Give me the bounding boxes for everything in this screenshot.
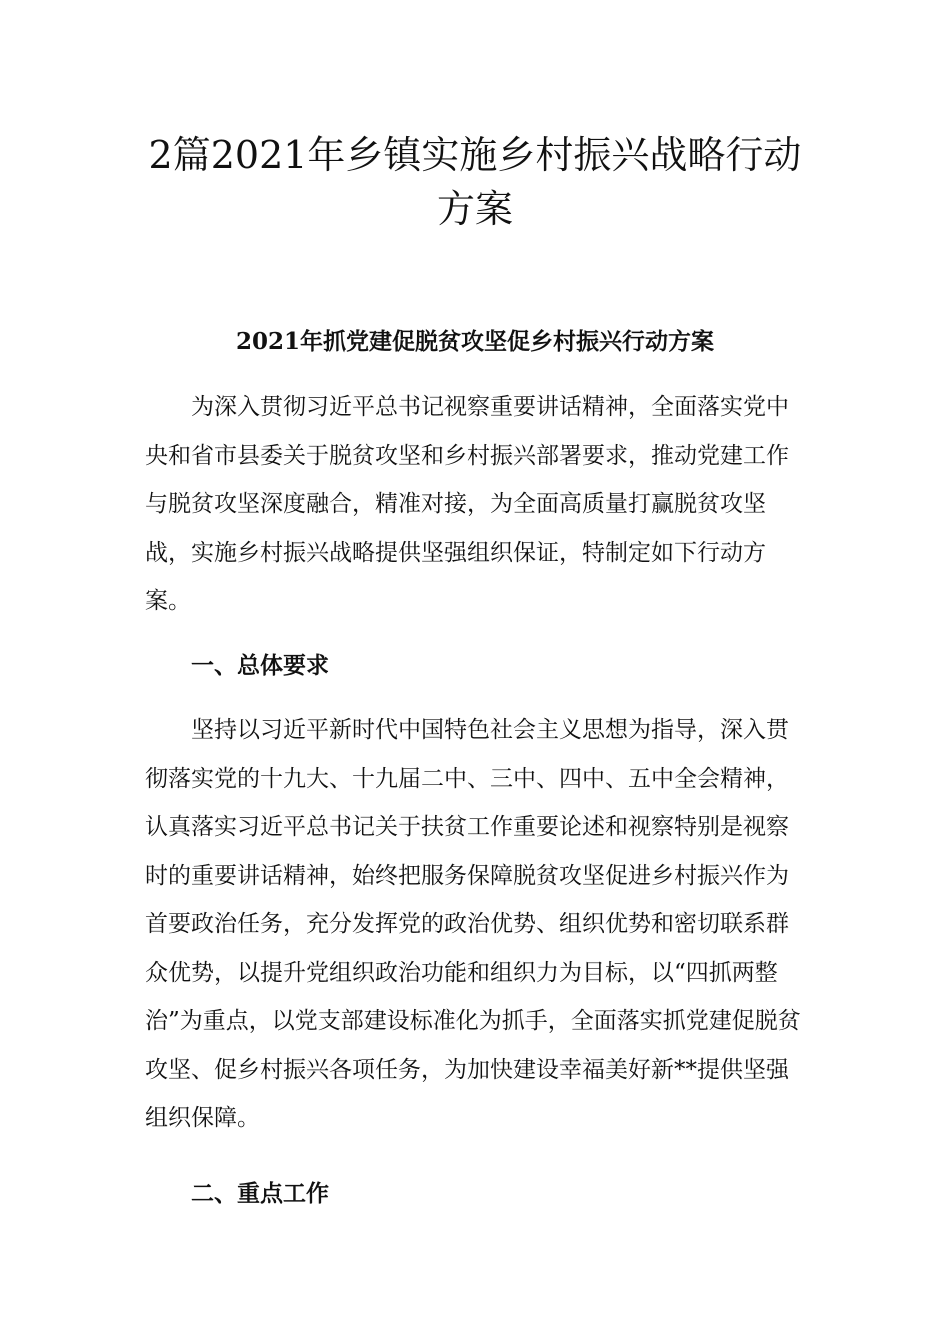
document-title: 2篇2021年乡镇实施乡村振兴战略行动方案 xyxy=(148,133,802,231)
intro-paragraph: 为深入贯彻习近平总书记视察重要讲话精神，全面落实党中央和省市县委关于脱贫攻坚和乡村振兴部署要求，推动党建工作与脱贫攻坚深度融合，精准对接，为全面高质量打赢脱贫攻坚战，实施乡村振兴战略提供坚强组织保证，特制定如下行动方案。 xyxy=(145,394,789,614)
heading-general-requirements: 一、总体要求 xyxy=(191,652,329,679)
heading-key-work: 二、重点工作 xyxy=(191,1180,329,1207)
body-paragraph: 坚持以习近平新时代中国特色社会主义思想为指导，深入贯彻落实党的十九大、十九届二中、三中、四中、五中全会精神，认真落实习近平总书记关于扶贫工作重要论述和视察特别是视察时的重要讲话精神，始终把服务保障脱贫攻坚促进乡村振兴作为首要政治任务，充分发挥党的政治优势、组织优势和密切联系群众优势，以提升党组织政治功能和组织力为目标，以“四抓两整治”为重点，以党支部建设标准化为抓手，全面落实抓党建促脱贫攻坚、促乡村振兴各项任务，为加快建设幸福美好新**提供坚强组织保障。 xyxy=(145,717,801,1131)
section-title: 2021年抓党建促脱贫攻坚促乡村振兴行动方案 xyxy=(235,328,714,355)
